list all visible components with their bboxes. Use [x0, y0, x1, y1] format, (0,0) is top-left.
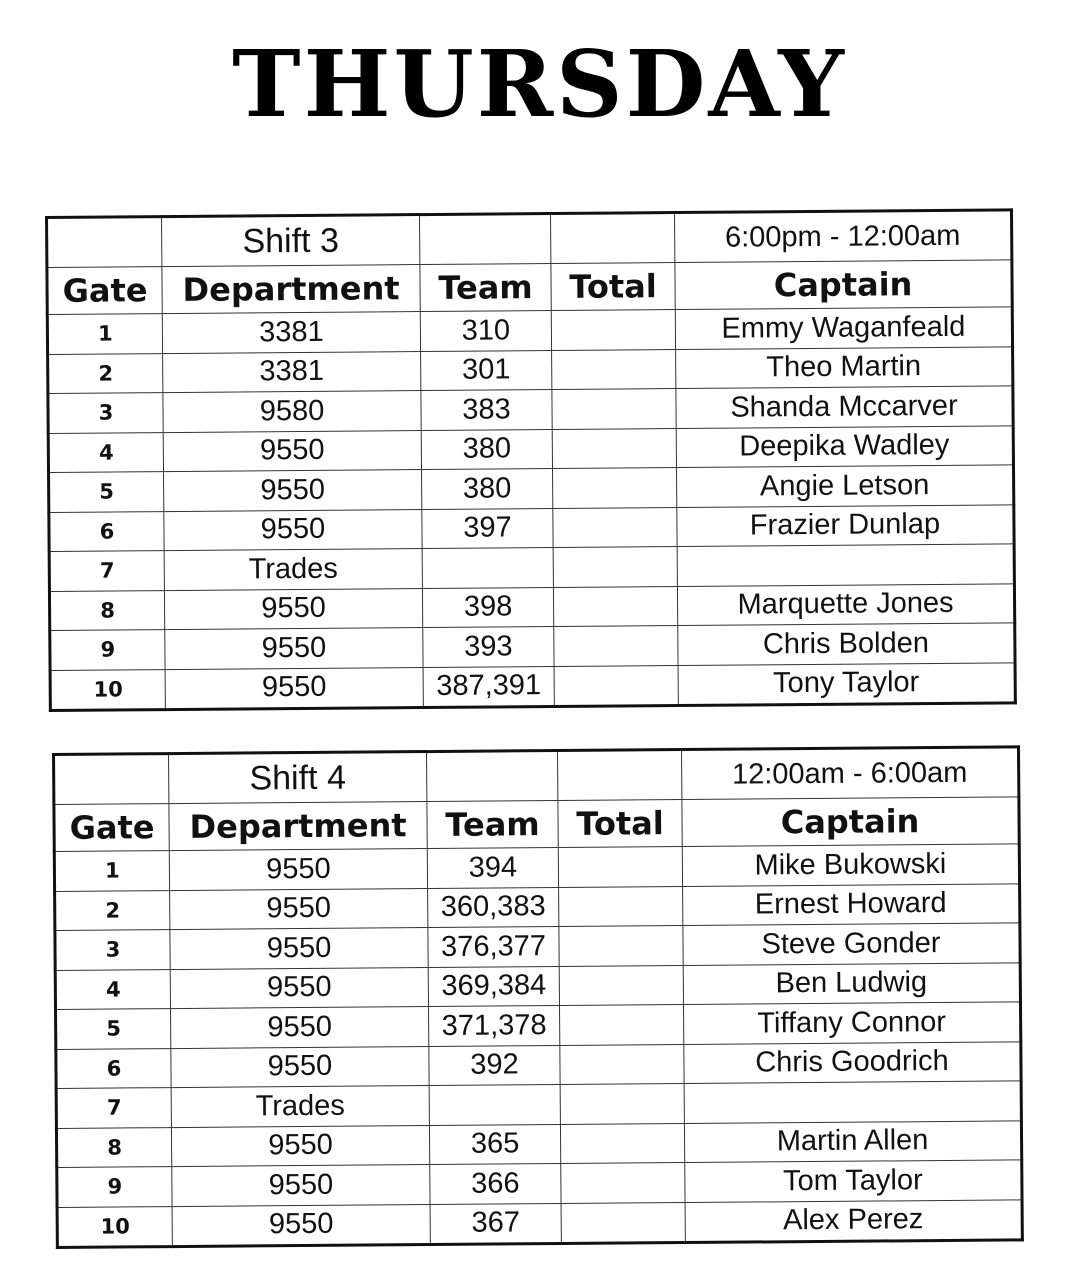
- team-cell: 376,377: [428, 927, 559, 968]
- team-cell: 392: [429, 1045, 560, 1086]
- captain-cell: Tony Taylor: [678, 662, 1015, 705]
- captain-cell: [677, 544, 1014, 586]
- department-cell: 3381: [163, 351, 421, 393]
- shift-3-table: [45, 208, 1017, 712]
- total-cell: [560, 1084, 684, 1124]
- department-cell: 9550: [171, 1046, 429, 1088]
- total-cell: [552, 389, 676, 429]
- gate-cell: 9: [57, 1167, 172, 1207]
- gate-cell: 10: [50, 669, 165, 710]
- column-header-row: [54, 797, 1019, 852]
- gate-cell: 8: [49, 590, 164, 630]
- total-cell: [559, 965, 683, 1005]
- gate-cell: 1: [47, 314, 162, 354]
- captain-cell: Steve Gonder: [683, 923, 1020, 965]
- team-header: Team: [427, 801, 558, 849]
- captain-cell: Martin Allen: [684, 1120, 1021, 1162]
- blank-cell: [47, 217, 162, 268]
- team-cell: 380: [422, 469, 553, 510]
- team-cell: [422, 548, 553, 589]
- total-header: Total: [551, 263, 675, 311]
- department-cell: Trades: [164, 549, 422, 591]
- department-cell: 9550: [171, 1007, 429, 1049]
- captain-cell: Angie Letson: [676, 465, 1013, 507]
- captain-cell: Emmy Waganfeald: [675, 307, 1012, 349]
- team-cell: 371,378: [429, 1006, 560, 1047]
- total-cell: [554, 665, 678, 706]
- total-cell: [551, 310, 675, 350]
- shift-time: 12:00am - 6:00am: [681, 747, 1018, 800]
- department-cell: 9550: [164, 509, 422, 551]
- team-cell: 383: [421, 390, 552, 431]
- team-cell: 380: [421, 429, 552, 470]
- shift-title-row: [47, 210, 1012, 268]
- total-cell: [560, 1044, 684, 1084]
- department-cell: 9550: [172, 1165, 430, 1207]
- department-cell: Trades: [171, 1086, 429, 1128]
- gate-cell: 2: [48, 353, 163, 393]
- column-header-row: [47, 260, 1012, 315]
- department-cell: 9550: [170, 888, 428, 930]
- total-cell: [559, 1005, 683, 1045]
- team-cell: 360,383: [428, 887, 559, 928]
- blank-cell: [427, 751, 558, 802]
- team-cell: 310: [420, 311, 551, 352]
- captain-cell: Frazier Dunlap: [677, 504, 1014, 546]
- blank-cell: [550, 213, 674, 264]
- table-row: [57, 1199, 1022, 1247]
- department-cell: 9550: [169, 849, 427, 891]
- gate-cell: 6: [56, 1048, 171, 1088]
- team-cell: 367: [430, 1203, 561, 1245]
- team-cell: 301: [421, 350, 552, 391]
- captain-cell: Mike Bukowski: [682, 844, 1019, 886]
- shift-label: Shift 4: [169, 752, 427, 804]
- gate-cell: 2: [55, 890, 170, 930]
- total-cell: [553, 507, 677, 547]
- total-cell: [559, 886, 683, 926]
- department-cell: 9550: [165, 628, 423, 670]
- team-cell: 365: [429, 1124, 560, 1165]
- gate-cell: 9: [50, 630, 165, 670]
- total-cell: [553, 586, 677, 626]
- gate-cell: 10: [57, 1206, 172, 1247]
- total-cell: [561, 1202, 685, 1243]
- captain-cell: Chris Goodrich: [684, 1041, 1021, 1083]
- blank-cell: [54, 754, 169, 805]
- gate-cell: 3: [55, 930, 170, 970]
- captain-cell: Ben Ludwig: [683, 962, 1020, 1004]
- captain-cell: Ernest Howard: [683, 883, 1020, 925]
- table-row: [50, 662, 1015, 710]
- gate-cell: 6: [49, 511, 164, 551]
- captain-cell: Chris Bolden: [678, 623, 1015, 665]
- gate-cell: 8: [56, 1127, 171, 1167]
- total-cell: [552, 468, 676, 508]
- shift-4-table: [52, 745, 1024, 1249]
- total-cell: [561, 1163, 685, 1203]
- department-cell: 9550: [170, 928, 428, 970]
- total-cell: [559, 926, 683, 966]
- gate-cell: 3: [48, 393, 163, 433]
- total-header: Total: [558, 800, 682, 848]
- total-cell: [558, 847, 682, 887]
- gate-cell: 5: [56, 1009, 171, 1049]
- gate-cell: 7: [56, 1088, 171, 1128]
- department-header: Department: [169, 802, 427, 851]
- team-header: Team: [420, 264, 551, 312]
- total-cell: [554, 626, 678, 666]
- department-cell: 9550: [164, 470, 422, 512]
- gate-cell: 4: [48, 432, 163, 472]
- captain-cell: Tom Taylor: [685, 1160, 1022, 1202]
- total-cell: [560, 1123, 684, 1163]
- captain-header: Captain: [675, 260, 1012, 310]
- captain-cell: Theo Martin: [676, 346, 1013, 388]
- captain-cell: Deepika Wadley: [676, 425, 1013, 467]
- gate-cell: 5: [49, 472, 164, 512]
- department-header: Department: [162, 265, 420, 314]
- shift-label: Shift 3: [162, 215, 420, 267]
- team-cell: 397: [422, 508, 553, 549]
- page-title: THURSDAY: [232, 30, 847, 138]
- blank-cell: [557, 750, 681, 801]
- department-cell: 9550: [171, 1125, 429, 1167]
- captain-cell: [684, 1081, 1021, 1123]
- gate-header: Gate: [54, 804, 169, 852]
- department-cell: 9550: [163, 430, 421, 472]
- department-cell: 9550: [165, 667, 423, 710]
- blank-cell: [420, 214, 551, 265]
- department-cell: 9550: [172, 1204, 430, 1247]
- gate-cell: 1: [54, 851, 169, 891]
- team-cell: 398: [422, 587, 553, 628]
- team-cell: 393: [423, 627, 554, 668]
- team-cell: 394: [427, 848, 558, 889]
- department-cell: 9580: [163, 391, 421, 433]
- total-cell: [553, 547, 677, 587]
- team-cell: [429, 1085, 560, 1126]
- team-cell: 366: [430, 1164, 561, 1205]
- total-cell: [552, 349, 676, 389]
- gate-header: Gate: [47, 267, 162, 315]
- captain-cell: Alex Perez: [685, 1199, 1022, 1242]
- total-cell: [552, 428, 676, 468]
- department-cell: 9550: [164, 588, 422, 630]
- captain-cell: Tiffany Connor: [683, 1002, 1020, 1044]
- shift-time: 6:00pm - 12:00am: [674, 210, 1011, 263]
- team-cell: 387,391: [423, 666, 554, 708]
- team-cell: 369,384: [428, 966, 559, 1007]
- captain-cell: Shanda Mccarver: [676, 386, 1013, 428]
- department-cell: 3381: [162, 312, 420, 354]
- captain-header: Captain: [682, 797, 1019, 847]
- captain-cell: Marquette Jones: [677, 583, 1014, 625]
- gate-cell: 7: [49, 551, 164, 591]
- gate-cell: 4: [55, 969, 170, 1009]
- department-cell: 9550: [170, 967, 428, 1009]
- shift-title-row: [54, 747, 1019, 805]
